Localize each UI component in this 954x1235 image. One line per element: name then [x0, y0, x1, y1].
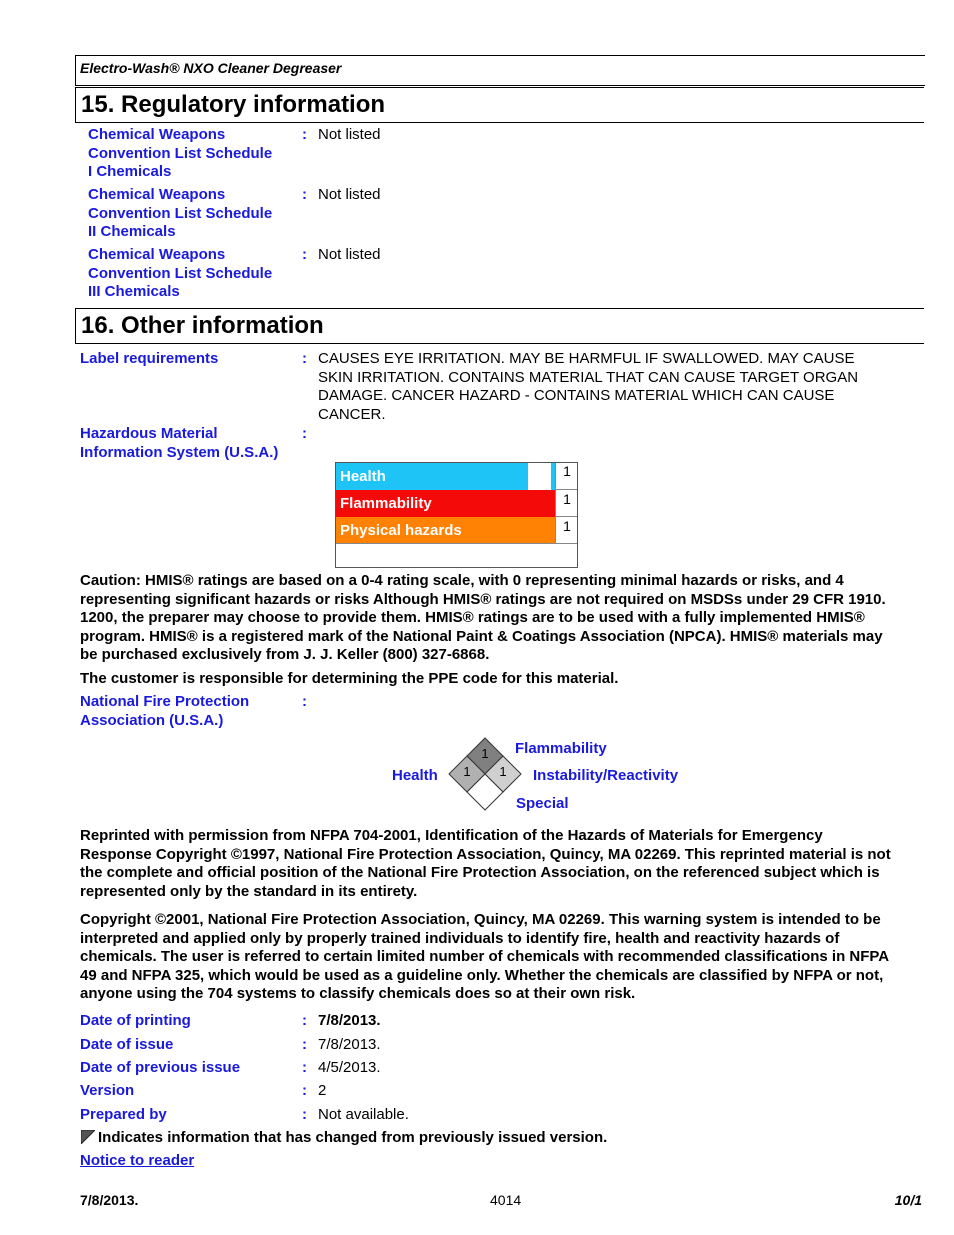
nfpa-diamond — [447, 737, 523, 813]
nfpa-health-label: Health — [392, 767, 438, 784]
notice-to-reader-text[interactable]: Notice to reader — [80, 1152, 195, 1169]
nfpa-instability-label: Instability/Reactivity — [533, 767, 679, 784]
label-line: Information System (U.S.A.) — [80, 443, 279, 461]
nfpa-instability-value: 1 — [499, 764, 507, 779]
label-line: Convention List Schedule — [88, 204, 273, 222]
date-label: Date of printing — [80, 1012, 191, 1029]
colon: : — [302, 1059, 307, 1076]
colon: : — [302, 693, 307, 710]
label-line: Chemical Weapons — [88, 246, 226, 263]
changed-marker-icon — [81, 1130, 95, 1144]
nfpa-flammability-value: 1 — [481, 746, 489, 761]
label-line: III Chemicals — [88, 283, 180, 300]
text-line: SKIN IRRITATION. CONTAINS MATERIAL THAT CAN CAUSE TARGET ORGAN — [318, 368, 859, 386]
hmis-row-label: Flammability — [340, 495, 432, 512]
nfpa-flammability-label: Flammability — [515, 740, 607, 757]
regulatory-label — [88, 126, 272, 182]
text-line: CAUSES EYE IRRITATION. MAY BE HARMFUL IF SWALLOWED. MAY CAUSE — [318, 350, 855, 367]
hmis-row-label: Health — [340, 468, 386, 485]
hmis-divider — [556, 516, 577, 517]
text-line: anyone using the 704 systems to classify chemicals does so at their own risk. — [80, 985, 636, 1002]
colon: : — [302, 350, 307, 367]
ppe-note: The customer is responsible for determining the PPE code for this material. — [80, 670, 619, 687]
hmis-physical-value: 1 — [563, 518, 571, 534]
regulatory-value: Not listed — [318, 246, 381, 263]
changed-note: Indicates information that has changed from previously issued version. — [98, 1129, 608, 1146]
nfpa-health-value: 1 — [463, 764, 471, 779]
hmis-label — [80, 425, 278, 462]
label-line: I Chemicals — [88, 163, 172, 180]
product-name: Electro-Wash® NXO Cleaner Degreaser — [80, 60, 342, 76]
label-requirements-text — [318, 350, 918, 424]
date-value: Not available. — [318, 1106, 409, 1123]
colon: : — [302, 246, 307, 263]
nfpa-label — [80, 693, 249, 730]
regulatory-value: Not listed — [318, 186, 381, 203]
label-line: Chemical Weapons — [88, 186, 226, 203]
hmis-physical-row — [336, 517, 555, 544]
text-line: Caution: HMIS® ratings are based on a 0-4 rating scale, with 0 representing minimal hazards or risks, and 4 — [80, 572, 844, 589]
colon: : — [302, 126, 307, 143]
date-label: Date of issue — [80, 1036, 174, 1053]
label-line: Convention List Schedule — [88, 144, 273, 162]
hmis-health-row — [336, 463, 528, 490]
text-line: 49 and NFPA 325, which would be used as a guideline only. Whether the chemicals are classified by NFPA or not, — [80, 966, 884, 984]
section-16-title: 16. Other information — [75, 308, 924, 344]
hmis-divider — [336, 543, 577, 544]
colon: : — [302, 186, 307, 203]
text-line: program. HMIS® is a registered mark of the National Paint & Coatings Association (NPCA). HMIS® materials may — [80, 627, 883, 645]
label-line: Hazardous Material — [80, 425, 218, 442]
label-line: National Fire Protection — [80, 693, 250, 710]
text-line: Reprinted with permission from NFPA 704-2001, Identification of the Hazards of Materials for Emergency — [80, 827, 823, 844]
text-line: interpreted and applied only by properly trained individuals to identify fire, health and reactivity hazards of — [80, 929, 840, 947]
footer-page-number: 10/1 — [894, 1192, 922, 1208]
regulatory-label — [88, 246, 272, 302]
colon: : — [302, 1012, 307, 1029]
notice-to-reader-link[interactable] — [80, 1152, 194, 1170]
date-value: 7/8/2013. — [318, 1012, 381, 1029]
label-requirements-label: Label requirements — [80, 350, 219, 367]
label-line: Convention List Schedule — [88, 264, 273, 282]
colon: : — [302, 1082, 307, 1099]
hmis-flammability-row — [336, 490, 555, 517]
text-line: DAMAGE. CANCER HAZARD - CONTAINS MATERIAL WHICH CAN CAUSE — [318, 387, 835, 404]
hmis-caution — [80, 572, 930, 665]
colon: : — [302, 1106, 307, 1123]
colon: : — [302, 425, 307, 442]
regulatory-label — [88, 186, 272, 242]
date-label: Prepared by — [80, 1106, 167, 1123]
text-line: 1200, the preparer may choose to provide them. HMIS® ratings are to be used with a fully implemented HMIS® — [80, 609, 865, 626]
colon: : — [302, 1036, 307, 1053]
date-value: 7/8/2013. — [318, 1036, 381, 1053]
reprint-notice — [80, 827, 930, 901]
copyright-notice — [80, 911, 930, 1004]
text-line: be purchased exclusively from J. J. Keller (800) 327-6868. — [80, 646, 490, 663]
text-line: Response Copyright ©1997, National Fire Protection Association, Quincy, MA 02269. This reprinted material is not — [80, 845, 891, 863]
text-line: representing significant hazards or risks Although HMIS® ratings are not required on MSDSs under 29 CFR 1910. — [80, 590, 886, 608]
section-15-title: 15. Regulatory information — [75, 87, 924, 123]
footer-code: 4014 — [490, 1192, 522, 1208]
hmis-divider — [556, 489, 577, 490]
text-line: the complete and official position of the National Fire Protection Association, on the referenced subject which is — [80, 864, 880, 881]
text-line: chemicals. The user is referred to certain limited number of chemicals with recommended classifications in NFPA — [80, 948, 890, 965]
date-label: Date of previous issue — [80, 1059, 241, 1076]
label-line: Association (U.S.A.) — [80, 711, 224, 729]
text-line: CANCER. — [318, 405, 386, 423]
date-label: Version — [80, 1082, 135, 1099]
regulatory-value: Not listed — [318, 126, 381, 143]
hmis-health-value: 1 — [563, 463, 571, 479]
nfpa-special-label: Special — [516, 795, 569, 812]
label-line: II Chemicals — [88, 223, 176, 240]
label-line: Chemical Weapons — [88, 126, 226, 143]
hmis-row-label: Physical hazards — [340, 522, 462, 539]
text-line: Copyright ©2001, National Fire Protection Association, Quincy, MA 02269. This warning system is intended to be — [80, 911, 881, 928]
footer-date: 7/8/2013. — [80, 1192, 139, 1208]
date-value: 2 — [318, 1082, 327, 1099]
hmis-flammability-value: 1 — [563, 491, 571, 507]
text-line: represented only by the standard in its entirety. — [80, 882, 418, 900]
date-value: 4/5/2013. — [318, 1059, 381, 1076]
